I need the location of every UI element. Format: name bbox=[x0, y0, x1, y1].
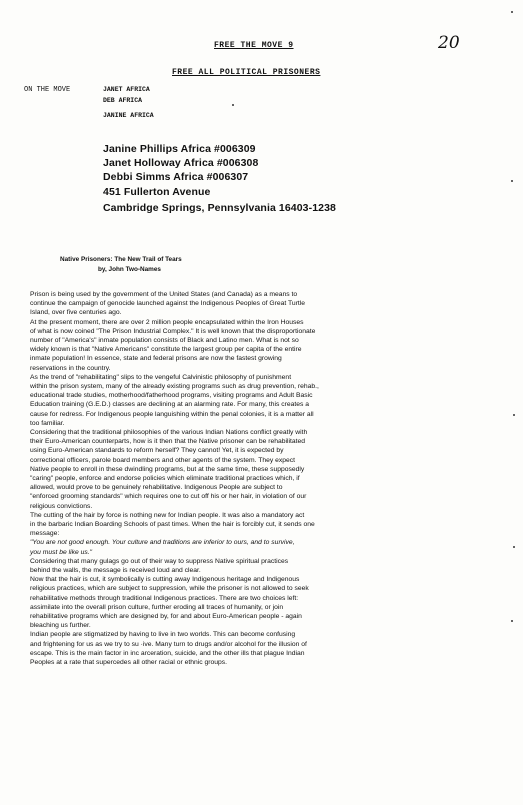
subtitle: FREE ALL POLITICAL PRISONERS bbox=[172, 68, 321, 77]
article-line: you must be like us." bbox=[30, 548, 93, 556]
address-line: Cambridge Springs, Pennsylvania 16403-1238 bbox=[103, 202, 336, 214]
address-line: Debbi Simms Africa #006307 bbox=[103, 171, 249, 183]
article-line: Indian people are stigmatized by having to live in two worlds. This can become confusing bbox=[30, 631, 296, 639]
scan-speck bbox=[513, 414, 515, 416]
article-line: religious convictions. bbox=[30, 502, 93, 510]
article-line: their Euro-American counterparts, how is it then that the Native prisoner can be rehabilitated bbox=[30, 438, 306, 446]
article-line: Island, over five centuries ago. bbox=[30, 309, 122, 317]
article-line: too familiar. bbox=[30, 419, 65, 427]
name-deb: DEB AFRICA bbox=[103, 97, 143, 104]
article-line: rehabilitative methods through traditional Indigenous practices. There are two choices left: bbox=[30, 594, 299, 602]
article-line: continue the campaign of genocide launched against the Indigenous Peoples of Great Turtle bbox=[30, 300, 306, 308]
on-the-move-label: ON THE MOVE bbox=[24, 86, 71, 94]
article-line: "caring" people, enforce and endorse policies which eliminate traditional practices which, if bbox=[30, 475, 300, 482]
article-line: widely known is that "Native Americans" constitute the largest group per capita of the entire bbox=[30, 346, 302, 354]
article-line: cause for redress. For Indigenous people languishing within the penal colonies, it is a matter all bbox=[30, 410, 314, 418]
article-line: Prison is being used by the government of the United States (and Canada) as a means to bbox=[30, 291, 298, 298]
article-line: message: bbox=[30, 530, 60, 538]
article-line: At the present moment, there are over 2 million people encapsulated within the Iron Houses bbox=[30, 318, 304, 326]
header-title: FREE THE MOVE 9 bbox=[214, 41, 294, 50]
address-line: Janine Phillips Africa #006309 bbox=[103, 143, 256, 155]
article-line: number of "America's" inmate population consists of Black and Latino men. What is not so bbox=[30, 337, 299, 344]
article-title: Native Prisoners: The New Trail of Tears bbox=[60, 256, 182, 263]
article-line: in the barbaric Indian Boarding Schools of past times. When the hair is forcibly cut, it sends one bbox=[30, 521, 315, 528]
article-line: behind the walls, the message is received loud and clear. bbox=[30, 567, 201, 574]
scan-speck bbox=[232, 104, 234, 106]
article-line: Now that the hair is cut, it symbolically is cutting away Indigenous heritage and Indigenous bbox=[30, 576, 300, 584]
address-line: Janet Holloway Africa #006308 bbox=[103, 157, 259, 169]
article-line: reservations in the country. bbox=[30, 364, 111, 372]
article-line: inmate population! In essence, state and federal prisons are now the fastest growing bbox=[30, 355, 282, 363]
article-line: Considering that the traditional philosophies of the various Indian Nations conflict greatly with bbox=[30, 429, 308, 436]
article-line: bleaching us further. bbox=[30, 622, 91, 630]
page-number: 20 bbox=[438, 33, 460, 53]
article-line: As the trend of "rehabilitating" slips to the vengeful Calvinistic philosophy of punishment bbox=[30, 373, 292, 381]
article-line: correctional officers, parole board members and other agents of the system. They expect bbox=[30, 456, 296, 464]
article-line: "You are not good enough. Your culture and traditions are inferior to ours, and to survive, bbox=[30, 539, 295, 547]
article-byline: by, John Two-Names bbox=[98, 266, 161, 273]
scan-speck bbox=[513, 546, 515, 548]
scan-speck bbox=[511, 180, 513, 182]
article-line: within the prison system, many of the already existing programs such as drug prevention, rehab., bbox=[30, 383, 319, 390]
address-line: 451 Fullerton Avenue bbox=[103, 186, 211, 198]
article-line: Education training (G.E.D.) classes are declining at an alarming rate. For many, this creates a bbox=[30, 401, 310, 409]
article-line: escape. This is the main factor in inc arceration, suicide, and the other ills that plague Indian bbox=[30, 649, 305, 657]
article-line: assimilate into the overall prison culture, further eroding all traces of humanity, or join bbox=[30, 603, 284, 611]
article-line: rehabilitative programs which are designed by, for and about Euro-American people - again bbox=[30, 613, 302, 620]
article-line: using Euro-American standards to reform herself? They cannot! Yet, it is expected by bbox=[30, 447, 284, 455]
article-line: of what is now coined "The Prison Industrial Complex." It is well known that the disproportionate bbox=[30, 327, 316, 335]
article-line: allowed, would prove to be genuinely rehabilitative. Indigenous People are subject to bbox=[30, 484, 283, 492]
article-line: and frightening for us as we try to su ·ive. Many turn to drugs and/or alcohol for the illusion of bbox=[30, 640, 307, 648]
name-janine: JANINE AFRICA bbox=[103, 112, 154, 119]
article-line: educational trade studies, motherhood/fatherhood programs, visiting programs and Adult Basic bbox=[30, 392, 313, 400]
name-janet: JANET AFRICA bbox=[103, 86, 150, 93]
article-line: "enforced grooming standards" which requires one to cut off his or her hair, in violation of our bbox=[30, 493, 307, 501]
article-line: religious practices, which are subject to suppression, while the prisoner is not allowed to seek bbox=[30, 585, 309, 593]
article-line: Considering that many gulags go out of their way to suppress Native spiritual practices bbox=[30, 557, 289, 565]
scan-speck bbox=[511, 620, 513, 622]
article-line: Peoples at a rate that supercedes all other racial or ethnic groups. bbox=[30, 659, 227, 666]
article-line: The cutting of the hair by force is nothing new for Indian people. It was also a mandatory act bbox=[30, 511, 305, 519]
scan-speck bbox=[511, 11, 513, 13]
article-line: Native people to enroll in these dwindling programs, but at the same time, these supposedly bbox=[30, 465, 305, 473]
